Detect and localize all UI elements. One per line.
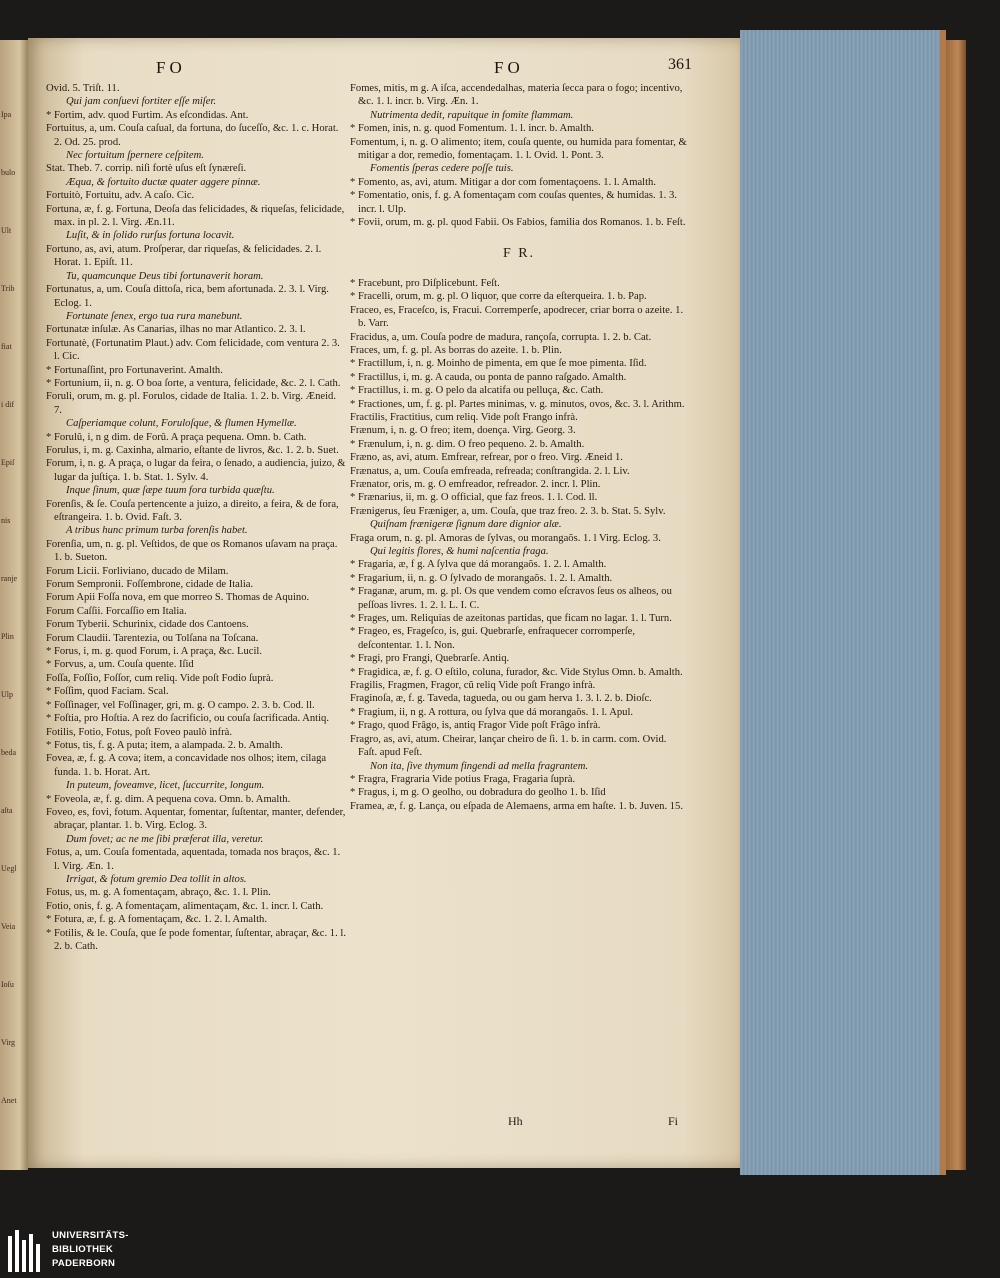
dictionary-entry: * Fragus, i, m g. O geolho, ou dobradura do geolho 1. b. Iſid (350, 787, 606, 799)
dictionary-entry: * Fragra, Fragraria Vide potius Fraga, Fragaria ſuprà. (350, 773, 576, 785)
dictionary-entry: Frænator, oris, m. g. O emfreador, refreador. 2. incr. l. Plin. (350, 478, 601, 490)
facing-page-fragment: Virg (1, 1038, 16, 1047)
logo-line-2: BIBLIOTHEK (52, 1244, 114, 1255)
logo-line-3: PADERBORN (52, 1258, 116, 1269)
dictionary-entry: Fotus, us, m. g. A fomentaçam, abraço, &c. 1. l. Plin. (46, 887, 271, 899)
facing-page-fragment: Epiſ (1, 458, 15, 467)
dictionary-entry: * Fragi, pro Frangi, Quebrarſe. Antiq. (350, 653, 510, 665)
dictionary-entry: Fragilis, Fragmen, Fragor, cũ reliq Vide poſt Frango infrà. (350, 680, 596, 692)
right-running-head: FO (494, 58, 524, 77)
dictionary-entry: Fortuitus, a, um. Couſa caſual, da fortuna, do ſuceſſo, &c. 1. c. Horat. 2. Od. 25. prod. (46, 123, 339, 148)
facing-page-fragment: Uegl (1, 864, 17, 873)
facing-page-fragment: Plin (1, 632, 14, 641)
dictionary-entry: * Foſtia, pro Hoſtia. A rez do ſacrificio, ou couſa ſacrificada. Antiq. (46, 713, 330, 725)
dictionary-entry: * Fortunaſſint, pro Fortunaverint. Amalth. (46, 364, 223, 376)
dictionary-entry: * Fomen, inis, n. g. quod Fomentum. 1. l. incr. b. Amalth. (350, 123, 594, 135)
dictionary-entry: * Fractillum, i, n. g. Moinho de pimenta, em que ſe moe pimenta. Iſid. (350, 358, 647, 370)
dictionary-entry: Fotus, a, um. Couſa fomentada, aquentada, tomada nos braços, &c. 1. l. Virg. Æn. 1. (46, 847, 341, 872)
logo-line-1: UNIVERSITÄTS- (52, 1230, 129, 1241)
quotation-line: Inque ſinum, quæ ſæpe tuum fora turbida quæſtu. (66, 485, 275, 497)
quotation-line: Irrigat, & fotum gremio Dea tollit in altos. (66, 873, 247, 885)
dictionary-entry: Fovea, æ, f. g. A cova; item, a concavidade nos olhos; item, cilaga funda. 1. b. Horat. Art. (46, 753, 327, 778)
quotation-line: Caſperiamque colunt, Foruloſque, & flumen Hymellæ. (66, 418, 297, 430)
facing-page-edge (0, 40, 28, 1170)
dictionary-entry: Fortuna, æ, f. g. Fortuna, Deoſa das felicidades, & riqueſas, felicidade, max. in pl. 2. l. Virg. Æn.11. (46, 203, 345, 229)
quotation-line: Nutrimenta dedit, rapuitque in fomite flammam. (370, 109, 574, 121)
dictionary-entry: * Frago, quod Frâgo, is, antiq Fragor Vide poſt Frâgo infrà. (350, 720, 601, 732)
dictionary-entry: Forum Sempronii. Foſſembrone, cidade de Italia. (46, 579, 254, 591)
facing-page-fragment: Ult (1, 226, 12, 235)
dictionary-entry: * Fracebunt, pro Diſplicebunt. Feſt. (350, 277, 500, 289)
facing-page-fragment: Ulp (1, 690, 13, 699)
facing-page-fragment: Trib (1, 284, 15, 293)
dictionary-entry: * Frænulum, i, n. g. dim. O freo pequeno. 2. b. Amalth. (350, 438, 585, 450)
library-logo (0, 1226, 140, 1278)
dictionary-entry: Forum Caſſii. Forcaſſio em Italia. (46, 605, 187, 617)
dictionary-entry: * Foſſim, quod Faciam. Scal. (46, 686, 169, 698)
dictionary-entry: * Fortunium, ii, n. g. O boa ſorte, a ventura, felicidade, &c. 2. l. Cath. (46, 377, 341, 389)
dictionary-entry: Fortunatè, (Fortunatim Plaut.) adv. Com felicidade, com ventura 2. 3. l. Cic. (46, 337, 340, 363)
quotation-line: Fomentis ſperas cedere poſſe tuis. (370, 163, 514, 175)
dictionary-entry: Forenſis, & ſe. Couſa pertencente a juizo, a direito, a feira, & de fora, eſtrangeira. 1. b. Ovid. Faſt. 3. (46, 498, 339, 523)
dictionary-entry: Frænum, i, n. g. O freo; item, doença. Virg. Georg. 3. (350, 425, 576, 437)
quotation-line: Æqua, & fortuito ductæ quater aggere pinnæ. (66, 176, 261, 188)
dictionary-entry: * Forvus, a, um. Couſa quente. Iſid (46, 659, 194, 671)
dictionary-entry: Fortunatus, a, um. Couſa dittoſa, rica, bem afortunada. 2. 3. l. Virg. Eclog. 1. (46, 284, 329, 309)
dictionary-entry: Framea, æ, f. g. Lança, ou eſpada de Alemaens, arma em haſte. 1. b. Juven. 15. (350, 800, 684, 812)
book-fore-edge (740, 30, 946, 1175)
dictionary-entry: Forum Licii. Forliviano, ducado de Milam. (46, 565, 229, 577)
facing-page-fragment: aſta (1, 806, 13, 815)
dictionary-entry: * Fractillus, i, m. g. A cauda, ou ponta de panno raſgado. Amalth. (350, 371, 627, 383)
catchword: Fi (668, 1114, 679, 1128)
quotation-line: Dum fovet; ac ne me ſibi præferat illa, veretur. (66, 833, 264, 845)
quotation-line: Non ita, ſive thymum fingendi ad mella fragrantem. (370, 760, 589, 772)
dictionary-entry: * Fotus, tis, f. g. A puta; item, a alampada. 2. b. Amalth. (46, 739, 283, 751)
dictionary-entry: Foruli, orum, m. g. pl. Forulos, cidade de Italia. 1. 2. b. Virg. Æneid. 7. (46, 391, 336, 416)
quotation-line: Qui jam conſuevi fortiter eſſe miſer. (66, 96, 217, 108)
facing-page-fragment: beda (1, 748, 17, 757)
dictionary-entry: Fractilis, Fractitius, cum reliq. Vide poſt Frango infrà. (350, 411, 578, 423)
dictionary-entry: * Frænarius, ii, m. g. O official, que faz freos. 1. l. Cod. ll. (350, 492, 598, 504)
dictionary-entry: Ovid. 5. Triſt. 11. (46, 83, 120, 94)
dictionary-entry: * Forus, i, m. g. quod Forum, i. A praça, &c. Lucil. (46, 646, 262, 658)
dictionary-entry: Forum Claudii. Tarentezia, ou Tolſana na Toſcana. (46, 632, 259, 644)
dictionary-entry: * Fractiones, um, f. g. pl. Partes minimas, v. g. minutos, ovos, &c. 3. l. Arithm. (350, 398, 685, 410)
quotation-line: A tribus hunc primum turba forenſis habet. (66, 525, 248, 537)
left-running-head: FO (156, 58, 186, 77)
dictionary-entry: * Fomentatio, onis, f. g. A fomentaçam com couſas quentes, & humidas. 1. 3. incr. l. Ulp. (350, 190, 677, 215)
dictionary-entry: Fortuno, as, avi, atum. Proſperar, dar riqueſas, & felicidades. 2. l. Horat. 1. Epiſt. 11. (46, 243, 322, 269)
quotation-line: Quiſnam frænigeræ ſignum dare dignior alæ. (370, 519, 562, 531)
dictionary-entry: * Fovii, orum, m. g. pl. quod Fabii. Os Fabios, familia dos Romanos. 1. b. Feſt. (350, 217, 686, 229)
quotation-line: In puteum, foveamve, licet, ſuccurrite, longum. (66, 780, 265, 792)
facing-page-fragment: Veia (1, 922, 16, 931)
quotation-line: Luſit, & in ſolido rurſus fortuna locavit. (66, 230, 235, 242)
library-logo-bars-icon (8, 1230, 48, 1274)
left-column (46, 82, 346, 953)
dictionary-entry: Stat. Theb. 7. corrip. niſi fortè uſus eſt ſynæreſi. (46, 163, 247, 175)
dictionary-entry: Fraces, um, f. g. pl. As borras do azeite. 1. b. Plin. (350, 344, 562, 356)
dictionary-entry: * Fracelli, orum, m. g. pl. O liquor, que corre da eſterqueira. 1. b. Pap. (350, 291, 647, 303)
dictionary-entry: * Fotura, æ, f. g. A fomentaçam, &c. 1. 2. l. Amalth. (46, 914, 267, 926)
dictionary-entry: Forulus, i, m. g. Caxinha, almario, eſtante de livros, &c. 1. 2. b. Suet. (46, 444, 339, 456)
quotation-line: Fortunate ſenex, ergo tua rura manebunt. (66, 310, 243, 322)
dictionary-entry: Fomentum, i, n. g. O alimento; item, couſa quente, ou humida para fomentar, & mitigar a dor, remedio, fomentaçam. 1. l. Ovid. 1. Pont. 3. (350, 136, 687, 162)
dictionary-entry: * Forulû, i, n g dim. de Forû. A praça pequena. Omn. b. Cath. (46, 431, 307, 443)
page-number: 361 (668, 56, 692, 73)
dictionary-entry: * Fotilis, & le. Couſa, que ſe pode fomentar, ſuſtentar, abraçar, &c. 1. l. 2. b. Cath. (46, 927, 346, 952)
dictionary-entry: Foſſa, Foſſio, Foſſor, cum reliq. Vide poſt Fodio ſuprà. (46, 672, 274, 684)
signature-mark: Hh (508, 1114, 523, 1128)
dictionary-entry: * Fragarium, ii, n. g. O ſylvado de morangaõs. 1. 2. l. Amalth. (350, 572, 613, 584)
dictionary-entry: Fomes, mitis, m g. A iſca, accendedalhas, materia ſecca para o fogo; incentivo, &c. 1. l. incr. b. Virg. Æn. 1. (350, 83, 683, 108)
dictionary-entry: * Foſſinager, vel Foſſinager, gri, m. g. O campo. 2. 3. b. Cod. ll. (46, 699, 315, 711)
dictionary-entry: * Fragaria, æ, f g. A ſylva que dá morangaõs. 1. 2. l. Amalth. (350, 559, 607, 571)
quotation-line: Tu, quamcunque Deus tibi fortunaverit horam. (66, 270, 264, 282)
dictionary-entry: Fotio, onis, f. g. A fomentaçam, alimentaçam, &c. 1. incr. l. Cath. (46, 900, 324, 912)
quotation-line: Qui legitis flores, & humi naſcentia fraga. (370, 546, 549, 557)
dictionary-entry: Forum Apii Foſſa nova, em que morreo S. Thomas de Aquino. (46, 592, 310, 604)
dictionary-entry: Frænigerus, ſeu Fræniger, a, um. Couſa, que traz freo. 2. 3. b. Stat. 5. Sylv. (350, 505, 666, 517)
facing-page-fragment: ranje (1, 574, 17, 583)
dictionary-entry: Fraga orum, n. g. pl. Amoras de ſylvas, ou morangaõs. 1. l Virg. Eclog. 3. (350, 532, 661, 544)
dictionary-entry: * Fragidica, æ, f. g. O eſtilo, coluna, furador, &c. Vide Stylus Omn. b. Amalth. (350, 666, 683, 678)
dictionary-entry: Forum, i, n. g. A praça, o lugar da feira, o ſenado, a audiencia, juizo, & lugar da juſtiça. 1. b. Stat. 1. Sylv. 4. (46, 458, 346, 483)
dictionary-entry: * Fomento, as, avi, atum. Mitigar a dor com fomentaçoens. 1. l. Amalth. (350, 176, 656, 188)
dictionary-entry: Foveo, es, fovi, fotum. Aquentar, fomentar, ſuſtentar, manter, defender, abraçar, plantar. 1. b. Virg. Eclog. 3. (46, 806, 346, 832)
right-column (350, 82, 688, 813)
section-heading: F R. (502, 246, 536, 262)
dictionary-entry: Fotilis, Fotio, Fotus, poſt Foveo paulò infrà. (46, 726, 232, 738)
facing-page-fragment: Ioſu (1, 980, 14, 989)
facing-page-fragment: Anet (1, 1096, 17, 1105)
facing-page-fragment: bulo (1, 168, 16, 177)
dictionary-entry: Fraginoſa, æ, f. g. Taveda, tagueda, ou ou gam herva 1. 3. l. 2. b. Dioſc. (350, 693, 652, 705)
facing-page-fragment: fiat (1, 342, 12, 351)
dictionary-entry: Frænatus, a, um. Couſa emfreada, refreada; conſtrangida. 2. l. Liv. (350, 465, 630, 477)
dictionary-entry: * Frages, um. Reliquias de azeitonas partidas, que ficam no lagar. 1. l. Turn. (350, 613, 672, 625)
dictionary-entry: Fracidus, a, um. Couſa podre de madura, rançoſa, corrupta. 1. 2. b. Cat. (350, 331, 652, 343)
dictionary-entry: Forum Tyberii. Schurinix, cidade dos Cantoens. (46, 619, 249, 631)
dictionary-entry: * Fragium, ii, n g. A rottura, ou ſylva que dá morangaõs. 1. l. Apul. (350, 706, 634, 718)
dictionary-entry: * Frageo, es, Frageſco, is, gui. Quebrarſe, enfraquecer corromperſe, deſcontentar. 1. l. Non. (350, 626, 636, 651)
dictionary-entry: Fortuitò, Fortuitu, adv. A caſo. Cic. (46, 190, 195, 202)
dictionary-entry: * Fractillus, i. m. g. O pelo da alcatifa ou pelluça, &c. Cath. (350, 385, 604, 397)
dictionary-entry: * Fortim, adv. quod Furtim. As eſcondidas. Ant. (46, 109, 249, 121)
dictionary-entry: Fraceo, es, Fraceſco, is, Fracui. Corremperſe, apodrecer, criar borra o azeite. 1. b. Varr. (350, 304, 684, 330)
dictionary-entry: * Fraganæ, arum, m. g. pl. Os que vendem como eſcravos ſeus os alheos, ou peſſoas livres. 1. 2. l. L. I. C. (350, 586, 672, 611)
quotation-line: Nec fortuitum ſpernere ceſpitem. (66, 150, 204, 162)
facing-page-fragment: i dif (1, 400, 15, 409)
dictionary-entry: Fragro, as, avi, atum. Cheirar, lançar cheiro de ſi. 1. b. in carm. com. Ovid. Faſt. apud Feſt. (350, 733, 667, 759)
dictionary-entry: Fortunatæ inſulæ. As Canarias, ilhas no mar Atlantico. 2. 3. l. (46, 324, 306, 336)
dictionary-entry: Fræno, as, avi, atum. Emfrear, refrear, por o freo. Virg. Æneid 1. (350, 452, 623, 464)
facing-page-fragment: nis (1, 516, 11, 525)
dictionary-entry: * Foveola, æ, f. g. dim. A pequena cova. Omn. b. Amalth. (46, 793, 291, 805)
facing-page-fragment: Ipa (1, 110, 12, 119)
dictionary-entry: Forenſia, um, n. g. pl. Veſtidos, de que os Romanos uſavam na praça. 1. b. Sueton. (46, 538, 338, 564)
